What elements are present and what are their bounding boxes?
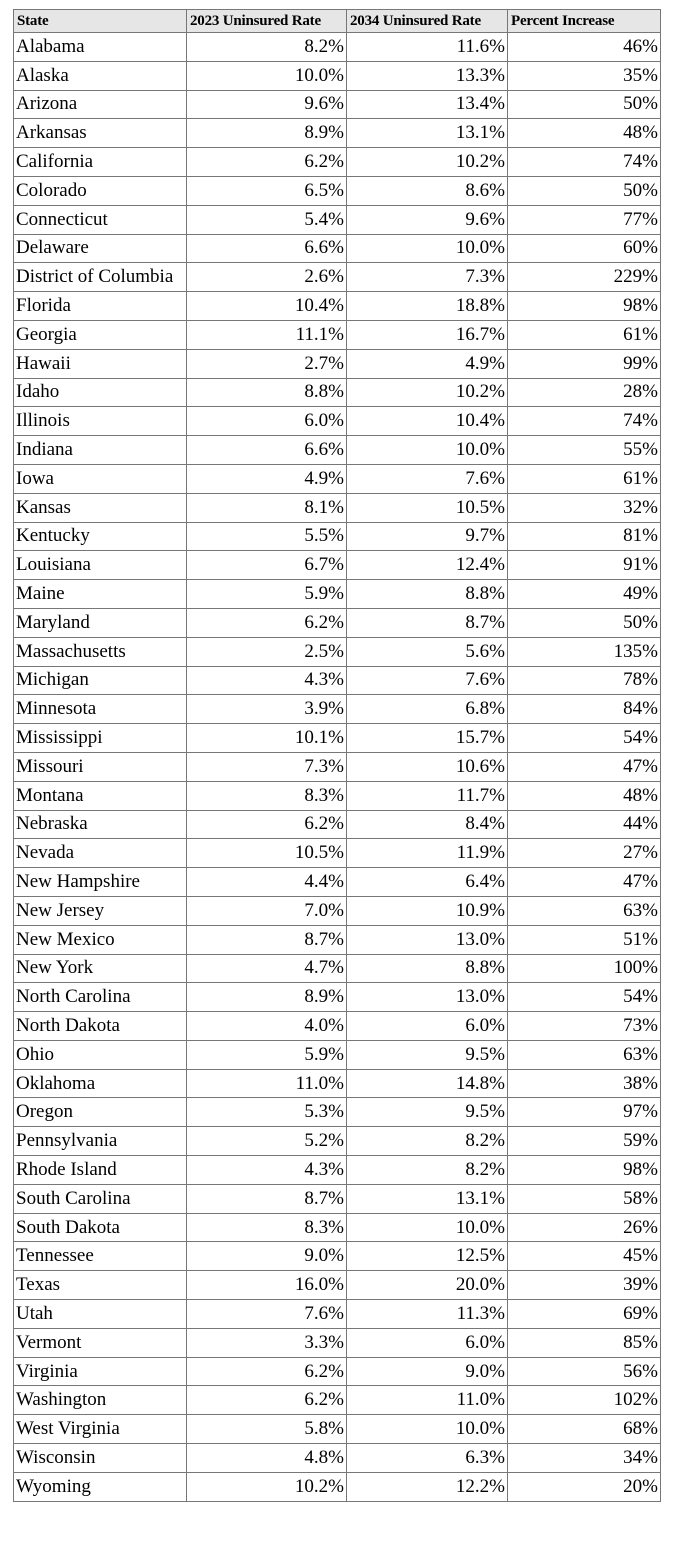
cell-2034-uninsured-rate: 9.0%	[347, 1357, 508, 1386]
cell-state: Washington	[14, 1386, 187, 1415]
cell-2023-uninsured-rate: 10.5%	[187, 839, 347, 868]
cell-2034-uninsured-rate: 8.8%	[347, 954, 508, 983]
cell-2034-uninsured-rate: 18.8%	[347, 292, 508, 321]
cell-2034-uninsured-rate: 8.8%	[347, 580, 508, 609]
cell-percent-increase: 61%	[508, 464, 661, 493]
table-header	[14, 10, 661, 33]
cell-2034-uninsured-rate: 11.0%	[347, 1386, 508, 1415]
cell-percent-increase: 51%	[508, 925, 661, 954]
cell-percent-increase: 74%	[508, 407, 661, 436]
cell-2023-uninsured-rate: 4.8%	[187, 1444, 347, 1473]
cell-2023-uninsured-rate: 6.2%	[187, 1386, 347, 1415]
cell-state: New Jersey	[14, 896, 187, 925]
cell-2034-uninsured-rate: 6.4%	[347, 868, 508, 897]
table-row	[14, 1444, 661, 1473]
cell-state: Connecticut	[14, 205, 187, 234]
table-row	[14, 1040, 661, 1069]
table-row	[14, 1472, 661, 1501]
cell-2023-uninsured-rate: 5.4%	[187, 205, 347, 234]
cell-2034-uninsured-rate: 4.9%	[347, 349, 508, 378]
table-row	[14, 464, 661, 493]
cell-2034-uninsured-rate: 13.1%	[347, 119, 508, 148]
cell-2023-uninsured-rate: 4.4%	[187, 868, 347, 897]
cell-percent-increase: 50%	[508, 176, 661, 205]
cell-percent-increase: 39%	[508, 1271, 661, 1300]
cell-state: Hawaii	[14, 349, 187, 378]
cell-percent-increase: 28%	[508, 378, 661, 407]
cell-2034-uninsured-rate: 10.6%	[347, 752, 508, 781]
table-row	[14, 580, 661, 609]
table-row	[14, 522, 661, 551]
table-row	[14, 954, 661, 983]
table-row	[14, 61, 661, 90]
cell-2023-uninsured-rate: 3.3%	[187, 1328, 347, 1357]
cell-2034-uninsured-rate: 11.7%	[347, 781, 508, 810]
cell-2034-uninsured-rate: 13.4%	[347, 90, 508, 119]
cell-state: Nevada	[14, 839, 187, 868]
cell-percent-increase: 102%	[508, 1386, 661, 1415]
cell-percent-increase: 91%	[508, 551, 661, 580]
table-row	[14, 1127, 661, 1156]
cell-2023-uninsured-rate: 9.0%	[187, 1242, 347, 1271]
cell-2023-uninsured-rate: 8.9%	[187, 119, 347, 148]
cell-state: Maine	[14, 580, 187, 609]
cell-2034-uninsured-rate: 10.5%	[347, 493, 508, 522]
cell-2023-uninsured-rate: 10.4%	[187, 292, 347, 321]
cell-2023-uninsured-rate: 6.2%	[187, 810, 347, 839]
cell-2023-uninsured-rate: 8.8%	[187, 378, 347, 407]
table-row	[14, 407, 661, 436]
table-row	[14, 1213, 661, 1242]
cell-2034-uninsured-rate: 13.0%	[347, 925, 508, 954]
cell-2023-uninsured-rate: 11.1%	[187, 320, 347, 349]
cell-2023-uninsured-rate: 8.9%	[187, 983, 347, 1012]
cell-2023-uninsured-rate: 4.9%	[187, 464, 347, 493]
cell-state: Texas	[14, 1271, 187, 1300]
cell-2023-uninsured-rate: 4.7%	[187, 954, 347, 983]
cell-2034-uninsured-rate: 15.7%	[347, 724, 508, 753]
cell-state: Florida	[14, 292, 187, 321]
table-row	[14, 33, 661, 62]
cell-percent-increase: 97%	[508, 1098, 661, 1127]
cell-percent-increase: 78%	[508, 666, 661, 695]
table-row	[14, 551, 661, 580]
cell-state: Wyoming	[14, 1472, 187, 1501]
table-row	[14, 176, 661, 205]
table-row	[14, 205, 661, 234]
table-row	[14, 868, 661, 897]
cell-2023-uninsured-rate: 8.7%	[187, 925, 347, 954]
cell-2034-uninsured-rate: 9.6%	[347, 205, 508, 234]
table-row	[14, 234, 661, 263]
header-percent-increase[interactable]: Percent Increase	[508, 10, 661, 33]
cell-percent-increase: 54%	[508, 983, 661, 1012]
cell-2023-uninsured-rate: 5.9%	[187, 580, 347, 609]
table-row	[14, 810, 661, 839]
cell-2023-uninsured-rate: 7.3%	[187, 752, 347, 781]
cell-2023-uninsured-rate: 6.6%	[187, 234, 347, 263]
table-row	[14, 1271, 661, 1300]
cell-2034-uninsured-rate: 9.7%	[347, 522, 508, 551]
table-row	[14, 1328, 661, 1357]
cell-state: Ohio	[14, 1040, 187, 1069]
cell-2023-uninsured-rate: 10.0%	[187, 61, 347, 90]
cell-state: Indiana	[14, 436, 187, 465]
cell-state: Nebraska	[14, 810, 187, 839]
header-state[interactable]: State	[14, 10, 187, 33]
cell-percent-increase: 26%	[508, 1213, 661, 1242]
table-row	[14, 349, 661, 378]
cell-state: District of Columbia	[14, 263, 187, 292]
cell-state: Pennsylvania	[14, 1127, 187, 1156]
table-row	[14, 320, 661, 349]
cell-percent-increase: 98%	[508, 292, 661, 321]
table-row	[14, 983, 661, 1012]
cell-2023-uninsured-rate: 3.9%	[187, 695, 347, 724]
cell-percent-increase: 49%	[508, 580, 661, 609]
cell-state: Michigan	[14, 666, 187, 695]
cell-percent-increase: 38%	[508, 1069, 661, 1098]
cell-state: Iowa	[14, 464, 187, 493]
cell-state: Mississippi	[14, 724, 187, 753]
cell-state: North Dakota	[14, 1012, 187, 1041]
cell-2034-uninsured-rate: 9.5%	[347, 1040, 508, 1069]
cell-2034-uninsured-rate: 13.0%	[347, 983, 508, 1012]
table-row	[14, 1357, 661, 1386]
table-row	[14, 1242, 661, 1271]
table-row	[14, 724, 661, 753]
cell-state: Tennessee	[14, 1242, 187, 1271]
cell-percent-increase: 100%	[508, 954, 661, 983]
cell-state: Rhode Island	[14, 1156, 187, 1185]
cell-2034-uninsured-rate: 9.5%	[347, 1098, 508, 1127]
cell-percent-increase: 45%	[508, 1242, 661, 1271]
cell-state: Wisconsin	[14, 1444, 187, 1473]
cell-state: Georgia	[14, 320, 187, 349]
table-row	[14, 666, 661, 695]
table-body	[14, 33, 661, 1502]
cell-state: South Carolina	[14, 1184, 187, 1213]
cell-percent-increase: 50%	[508, 608, 661, 637]
cell-percent-increase: 61%	[508, 320, 661, 349]
cell-2034-uninsured-rate: 11.6%	[347, 33, 508, 62]
cell-2034-uninsured-rate: 5.6%	[347, 637, 508, 666]
cell-2034-uninsured-rate: 6.8%	[347, 695, 508, 724]
cell-state: New York	[14, 954, 187, 983]
cell-2034-uninsured-rate: 7.6%	[347, 666, 508, 695]
cell-2023-uninsured-rate: 16.0%	[187, 1271, 347, 1300]
cell-state: Oregon	[14, 1098, 187, 1127]
cell-2034-uninsured-rate: 8.6%	[347, 176, 508, 205]
uninsured-rate-table	[13, 9, 661, 1502]
cell-2023-uninsured-rate: 6.6%	[187, 436, 347, 465]
cell-percent-increase: 48%	[508, 119, 661, 148]
cell-2034-uninsured-rate: 7.6%	[347, 464, 508, 493]
cell-state: New Mexico	[14, 925, 187, 954]
cell-2034-uninsured-rate: 8.7%	[347, 608, 508, 637]
cell-2034-uninsured-rate: 13.1%	[347, 1184, 508, 1213]
table-row	[14, 839, 661, 868]
cell-2023-uninsured-rate: 6.2%	[187, 608, 347, 637]
cell-percent-increase: 55%	[508, 436, 661, 465]
cell-state: Maryland	[14, 608, 187, 637]
cell-percent-increase: 73%	[508, 1012, 661, 1041]
cell-2023-uninsured-rate: 4.3%	[187, 1156, 347, 1185]
table-row	[14, 1415, 661, 1444]
cell-2034-uninsured-rate: 12.5%	[347, 1242, 508, 1271]
cell-2023-uninsured-rate: 8.3%	[187, 781, 347, 810]
cell-state: Minnesota	[14, 695, 187, 724]
table-row	[14, 1098, 661, 1127]
table-row	[14, 493, 661, 522]
cell-percent-increase: 44%	[508, 810, 661, 839]
table-row	[14, 695, 661, 724]
cell-percent-increase: 60%	[508, 234, 661, 263]
cell-2034-uninsured-rate: 10.9%	[347, 896, 508, 925]
cell-2034-uninsured-rate: 13.3%	[347, 61, 508, 90]
cell-state: South Dakota	[14, 1213, 187, 1242]
cell-2034-uninsured-rate: 11.9%	[347, 839, 508, 868]
cell-2023-uninsured-rate: 7.6%	[187, 1300, 347, 1329]
cell-2023-uninsured-rate: 9.6%	[187, 90, 347, 119]
cell-2034-uninsured-rate: 16.7%	[347, 320, 508, 349]
cell-2034-uninsured-rate: 8.4%	[347, 810, 508, 839]
table-row	[14, 752, 661, 781]
cell-state: Montana	[14, 781, 187, 810]
table-row	[14, 1386, 661, 1415]
cell-2023-uninsured-rate: 5.5%	[187, 522, 347, 551]
cell-2034-uninsured-rate: 6.0%	[347, 1012, 508, 1041]
table-row	[14, 148, 661, 177]
cell-percent-increase: 135%	[508, 637, 661, 666]
cell-percent-increase: 58%	[508, 1184, 661, 1213]
cell-2023-uninsured-rate: 2.7%	[187, 349, 347, 378]
cell-state: Virginia	[14, 1357, 187, 1386]
cell-percent-increase: 50%	[508, 90, 661, 119]
cell-2023-uninsured-rate: 6.7%	[187, 551, 347, 580]
cell-2034-uninsured-rate: 10.0%	[347, 234, 508, 263]
cell-2023-uninsured-rate: 6.5%	[187, 176, 347, 205]
cell-state: Louisiana	[14, 551, 187, 580]
cell-2034-uninsured-rate: 6.0%	[347, 1328, 508, 1357]
cell-2034-uninsured-rate: 10.2%	[347, 378, 508, 407]
table-row	[14, 637, 661, 666]
cell-2034-uninsured-rate: 10.2%	[347, 148, 508, 177]
table-row	[14, 119, 661, 148]
cell-state: New Hampshire	[14, 868, 187, 897]
cell-state: Alabama	[14, 33, 187, 62]
cell-percent-increase: 68%	[508, 1415, 661, 1444]
cell-2034-uninsured-rate: 10.0%	[347, 1415, 508, 1444]
cell-percent-increase: 63%	[508, 1040, 661, 1069]
cell-percent-increase: 27%	[508, 839, 661, 868]
cell-state: Idaho	[14, 378, 187, 407]
cell-percent-increase: 46%	[508, 33, 661, 62]
table-row	[14, 896, 661, 925]
cell-2034-uninsured-rate: 14.8%	[347, 1069, 508, 1098]
cell-state: North Carolina	[14, 983, 187, 1012]
cell-2034-uninsured-rate: 12.2%	[347, 1472, 508, 1501]
cell-percent-increase: 47%	[508, 752, 661, 781]
cell-2034-uninsured-rate: 10.4%	[347, 407, 508, 436]
cell-state: Colorado	[14, 176, 187, 205]
cell-2023-uninsured-rate: 6.2%	[187, 148, 347, 177]
cell-2034-uninsured-rate: 8.2%	[347, 1127, 508, 1156]
cell-percent-increase: 35%	[508, 61, 661, 90]
cell-2034-uninsured-rate: 7.3%	[347, 263, 508, 292]
table-row	[14, 1069, 661, 1098]
cell-percent-increase: 63%	[508, 896, 661, 925]
cell-2023-uninsured-rate: 10.2%	[187, 1472, 347, 1501]
cell-percent-increase: 98%	[508, 1156, 661, 1185]
cell-percent-increase: 34%	[508, 1444, 661, 1473]
table-row	[14, 378, 661, 407]
table-row	[14, 1156, 661, 1185]
header-2023-uninsured-rate[interactable]: 2023 Uninsured Rate	[187, 10, 347, 33]
cell-2023-uninsured-rate: 8.2%	[187, 33, 347, 62]
cell-percent-increase: 59%	[508, 1127, 661, 1156]
table-row	[14, 292, 661, 321]
cell-percent-increase: 85%	[508, 1328, 661, 1357]
cell-state: Kentucky	[14, 522, 187, 551]
cell-state: California	[14, 148, 187, 177]
table-row	[14, 1012, 661, 1041]
cell-2023-uninsured-rate: 10.1%	[187, 724, 347, 753]
cell-state: Alaska	[14, 61, 187, 90]
table-row	[14, 1300, 661, 1329]
cell-percent-increase: 84%	[508, 695, 661, 724]
cell-2023-uninsured-rate: 8.3%	[187, 1213, 347, 1242]
table-row	[14, 90, 661, 119]
cell-state: Kansas	[14, 493, 187, 522]
cell-2023-uninsured-rate: 4.0%	[187, 1012, 347, 1041]
cell-percent-increase: 81%	[508, 522, 661, 551]
cell-2034-uninsured-rate: 11.3%	[347, 1300, 508, 1329]
cell-2023-uninsured-rate: 4.3%	[187, 666, 347, 695]
cell-2034-uninsured-rate: 10.0%	[347, 436, 508, 465]
cell-2023-uninsured-rate: 11.0%	[187, 1069, 347, 1098]
cell-percent-increase: 54%	[508, 724, 661, 753]
cell-percent-increase: 69%	[508, 1300, 661, 1329]
cell-2023-uninsured-rate: 2.5%	[187, 637, 347, 666]
header-2034-uninsured-rate[interactable]: 2034 Uninsured Rate	[347, 10, 508, 33]
cell-2023-uninsured-rate: 5.9%	[187, 1040, 347, 1069]
cell-2023-uninsured-rate: 7.0%	[187, 896, 347, 925]
cell-percent-increase: 99%	[508, 349, 661, 378]
cell-2023-uninsured-rate: 2.6%	[187, 263, 347, 292]
cell-percent-increase: 20%	[508, 1472, 661, 1501]
cell-state: Vermont	[14, 1328, 187, 1357]
cell-percent-increase: 74%	[508, 148, 661, 177]
table-row	[14, 608, 661, 637]
cell-2023-uninsured-rate: 6.2%	[187, 1357, 347, 1386]
cell-state: Missouri	[14, 752, 187, 781]
cell-percent-increase: 56%	[508, 1357, 661, 1386]
cell-2023-uninsured-rate: 6.0%	[187, 407, 347, 436]
cell-percent-increase: 77%	[508, 205, 661, 234]
cell-2023-uninsured-rate: 5.8%	[187, 1415, 347, 1444]
cell-2034-uninsured-rate: 10.0%	[347, 1213, 508, 1242]
table-row	[14, 436, 661, 465]
cell-2034-uninsured-rate: 6.3%	[347, 1444, 508, 1473]
cell-2023-uninsured-rate: 8.1%	[187, 493, 347, 522]
table-row	[14, 1184, 661, 1213]
cell-2034-uninsured-rate: 12.4%	[347, 551, 508, 580]
header-row	[14, 10, 661, 33]
table-row	[14, 263, 661, 292]
cell-percent-increase: 48%	[508, 781, 661, 810]
cell-state: Illinois	[14, 407, 187, 436]
cell-2023-uninsured-rate: 8.7%	[187, 1184, 347, 1213]
cell-2023-uninsured-rate: 5.3%	[187, 1098, 347, 1127]
table-row	[14, 925, 661, 954]
cell-state: Oklahoma	[14, 1069, 187, 1098]
table-row	[14, 781, 661, 810]
cell-2034-uninsured-rate: 20.0%	[347, 1271, 508, 1300]
cell-state: Arkansas	[14, 119, 187, 148]
cell-state: Massachusetts	[14, 637, 187, 666]
cell-percent-increase: 229%	[508, 263, 661, 292]
cell-2023-uninsured-rate: 5.2%	[187, 1127, 347, 1156]
cell-percent-increase: 47%	[508, 868, 661, 897]
cell-state: Arizona	[14, 90, 187, 119]
cell-percent-increase: 32%	[508, 493, 661, 522]
cell-2034-uninsured-rate: 8.2%	[347, 1156, 508, 1185]
uninsured-rate-table-container	[13, 9, 661, 1502]
cell-state: Utah	[14, 1300, 187, 1329]
cell-state: Delaware	[14, 234, 187, 263]
cell-state: West Virginia	[14, 1415, 187, 1444]
